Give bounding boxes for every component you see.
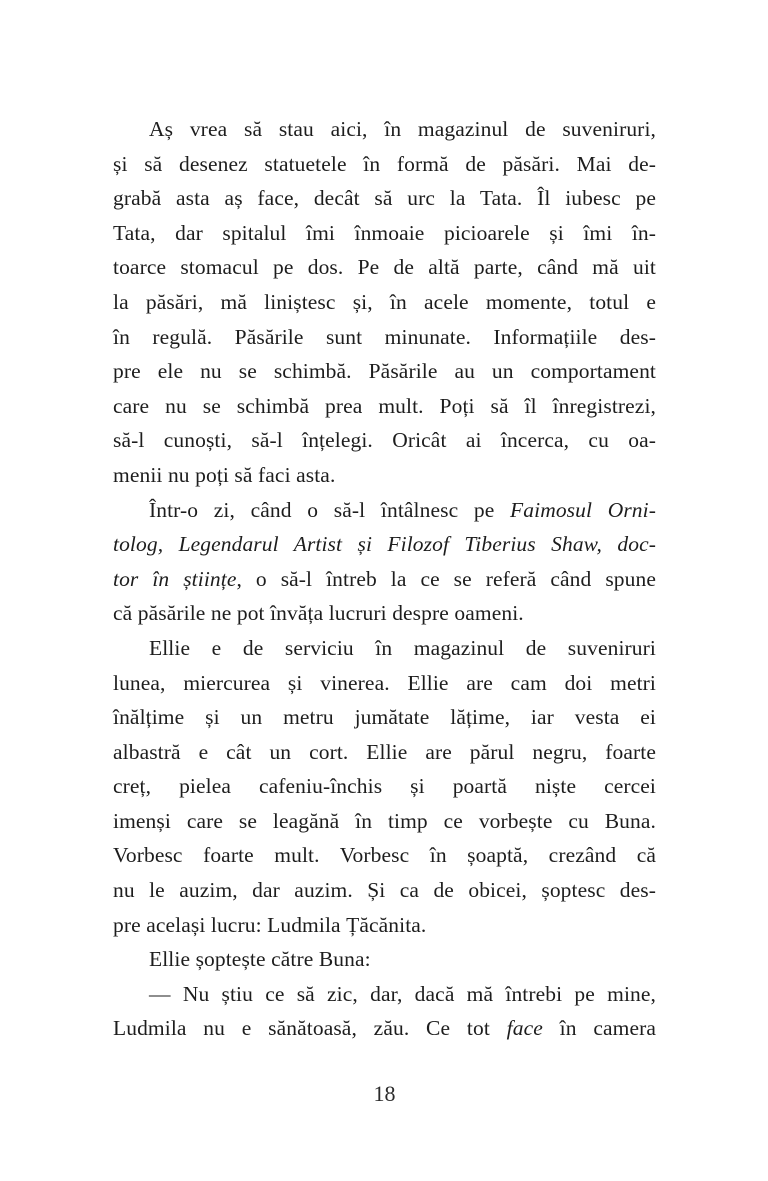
- text-line: [113, 838, 656, 873]
- line-text: imenși care se leagănă în timp ce vorbește cu Buna.: [113, 808, 656, 833]
- line-text-italic: tolog, Legendarul Artist și Filozof Tiberius Shaw, doc-: [113, 532, 656, 557]
- line-text: Ellie șoptește către Buna:: [149, 947, 371, 972]
- text-block: [113, 112, 656, 1046]
- line-text: pre ele nu se schimbă. Păsările au un comportament: [113, 359, 656, 384]
- text-line: [113, 354, 656, 389]
- text-line: [113, 942, 656, 977]
- text-line: [113, 527, 656, 562]
- line-text: — Nu știu ce să zic, dar, dacă mă întrebi pe mine,: [149, 981, 656, 1006]
- line-text: nu le auzim, dar auzim. Și ca de obicei, șoptesc des-: [113, 878, 656, 903]
- line-text: , o să-l întreb la ce se referă când spune: [236, 566, 656, 591]
- line-text: lunea, miercurea și vinerea. Ellie are cam doi metri: [113, 670, 656, 695]
- line-text: la păsări, mă liniștesc și, în acele momente, totul e: [113, 289, 656, 314]
- line-text: toarce stomacul pe dos. Pe de altă parte, când mă uit: [113, 255, 656, 280]
- line-text-italic: tor în științe: [113, 566, 237, 591]
- line-text: în camera: [542, 1016, 656, 1041]
- line-text: Aș vrea să stau aici, în magazinul de suveniruri,: [149, 117, 656, 141]
- line-text: Ludmila nu e sănătoasă, zău. Ce tot: [113, 1016, 507, 1041]
- line-text-italic: face: [506, 1016, 543, 1041]
- text-line: [113, 320, 656, 355]
- line-text: în regulă. Păsările sunt minunate. Informațiile des-: [113, 324, 656, 349]
- line-text: creț, pielea cafeniu-închis și poartă niște cercei: [113, 774, 656, 799]
- line-text: și să desenez statuetele în formă de păsări. Mai de-: [113, 151, 656, 176]
- line-text: albastră e cât un cort. Ellie are părul negru, foarte: [113, 739, 656, 764]
- line-text: care nu se schimbă prea mult. Poți să îl înregistrezi,: [113, 393, 656, 418]
- text-line: [113, 908, 656, 943]
- text-line: [113, 112, 656, 147]
- line-text: grabă asta aș face, decât să urc la Tata. Îl iubesc pe: [113, 186, 656, 211]
- line-text: să-l cunoști, să-l înțelegi. Oricât ai încerca, cu oa-: [113, 428, 656, 453]
- text-line: [113, 147, 656, 182]
- line-text: Vorbesc foarte mult. Vorbesc în șoaptă, crezând că: [113, 843, 656, 868]
- text-line: [113, 666, 656, 701]
- line-text: Ellie e de serviciu în magazinul de suveniruri: [149, 635, 656, 660]
- text-line: [113, 181, 656, 216]
- text-line: [113, 769, 656, 804]
- line-text: înălțime și un metru jumătate lățime, iar vesta ei: [113, 705, 656, 730]
- text-line: [113, 700, 656, 735]
- text-line: [113, 216, 656, 251]
- text-line: [113, 562, 656, 597]
- line-text: Tata, dar spitalul îmi înmoaie picioarele și îmi în-: [113, 220, 656, 245]
- line-text: Într-o zi, când o să-l întâlnesc pe: [149, 497, 511, 522]
- text-line: [113, 458, 656, 493]
- text-line: [113, 804, 656, 839]
- line-text: că păsările ne pot învăța lucruri despre oameni.: [113, 601, 524, 626]
- line-text: pre același lucru: Ludmila Țăcănita.: [113, 912, 427, 937]
- text-line: [113, 493, 656, 528]
- line-text: menii nu poți să faci asta.: [113, 462, 336, 487]
- text-line: [113, 389, 656, 424]
- text-line: [113, 631, 656, 666]
- text-line: [113, 977, 656, 1012]
- text-line: [113, 285, 656, 320]
- page-number: 18: [373, 1081, 396, 1106]
- text-line: [113, 735, 656, 770]
- text-line: [113, 873, 656, 908]
- text-line: [113, 423, 656, 458]
- line-text-italic: Faimosul Orni-: [510, 497, 656, 522]
- text-line: [113, 1011, 656, 1046]
- text-line: [113, 596, 656, 631]
- text-line: [113, 250, 656, 285]
